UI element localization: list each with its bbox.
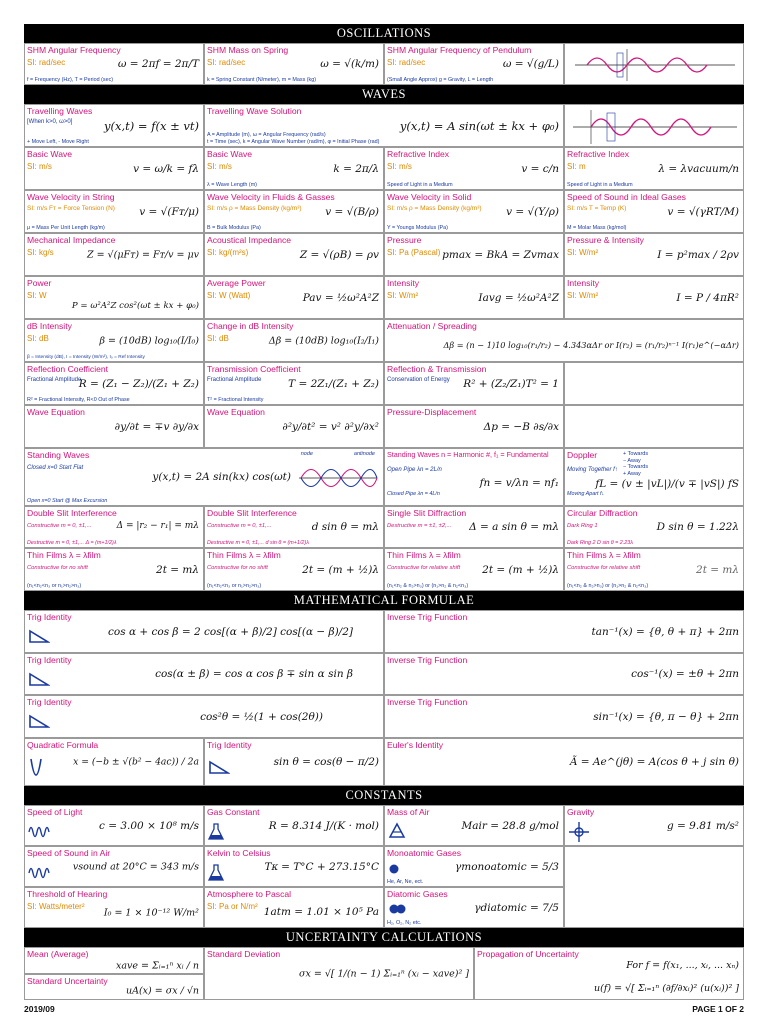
cell-note: (n₁<n₂<n₃ or n₁>n₂>n₃)	[27, 583, 82, 589]
cell-title: Mass of Air	[387, 807, 430, 817]
cell-formula: β = (10dB) log₁₀(I/I₀)	[99, 335, 199, 346]
cell-title: Refractive Index	[567, 149, 630, 159]
cell-title: dB Intensity	[27, 321, 72, 331]
cell-doppler	[564, 448, 744, 506]
cell-formula: tan⁻¹(x) = {θ, θ + π} + 2πn	[591, 625, 739, 638]
cell-formula: Δ = |r₂ − r₁| = mλ	[116, 521, 199, 532]
cell-formula: R = (Z₁ − Z₂)/(Z₁ + Z₂)	[78, 377, 199, 390]
cell-unit: SI: m/s	[387, 162, 412, 171]
cell-unit: SI: m/s ρ = Mass Density (kg/m³)	[207, 205, 302, 212]
cell-pendulum-frequency	[384, 43, 564, 85]
cell-basic-wave-number	[204, 147, 384, 190]
cell-travelling-wave-solution	[204, 104, 564, 147]
cell-wave-velocity-fluids	[204, 190, 384, 233]
cell-attenuation-spreading	[384, 319, 744, 362]
cell-title: Refractive Index	[387, 149, 450, 159]
cell-inverse-tan	[384, 610, 744, 653]
cell-travelling-waves	[24, 104, 204, 147]
cell-formula: γmonoatomic = 5/3	[454, 860, 559, 873]
cell-title: Attenuation / Spreading	[387, 321, 477, 331]
cell-title: Pressure & Intensity	[567, 235, 644, 245]
footer-page-number: PAGE 1 OF 2	[692, 1004, 744, 1014]
cell-formula: I = P / 4πR²	[676, 291, 739, 304]
cell-title: Reflection Coefficient	[27, 364, 109, 374]
cell-pressure-intensity	[564, 233, 744, 276]
section-band-math: MATHEMATICAL FORMULAE	[24, 591, 744, 610]
cell-unit: SI: m/s Fᴛ = Force Tension (N)	[27, 205, 115, 212]
legend-item: + Away	[623, 470, 641, 477]
legend-item: + Towards	[623, 451, 649, 457]
cell-formula: Ã = Ae^(jθ) = A(cos θ + j sin θ)	[569, 756, 739, 768]
cell-unit: Closed x=0 Start Flat	[27, 465, 84, 471]
cell-formula: vsound at 20°C = 343 m/s	[72, 861, 199, 872]
cell-note: Moving Apart f↓	[567, 491, 605, 497]
cell-formula: ω = √(g/L)	[502, 58, 559, 70]
sine-wave-icon	[28, 822, 50, 842]
cell-unit: SI: rad/sec	[27, 58, 66, 67]
cell-formula: 1atm = 1.01 × 10⁵ Pa	[263, 906, 379, 919]
cell-trig-cos-squared	[24, 695, 384, 738]
cell-wave-equation-first	[24, 405, 204, 448]
cell-note: M = Molar Mass (kg/mol)	[567, 225, 627, 231]
cell-inverse-sin	[384, 695, 744, 738]
cell-wave-equation-second	[204, 405, 384, 448]
cell-thin-films-no-shift-a	[24, 548, 204, 591]
cell-standard-uncertainty	[24, 974, 204, 1000]
cell-unit: SI: W/m²	[387, 291, 419, 300]
cell-note: Closed Pipe λn = 4L/n	[387, 491, 440, 497]
cell-note: B = Bulk Modulus (Pa)	[207, 225, 261, 231]
cell-unit: SI: m/s	[207, 162, 232, 171]
cell-formula: g = 9.81 m/s²	[666, 819, 739, 832]
cell-empty	[564, 362, 744, 405]
cell-note: β = Intensity (dB), I = Intensity (W/m²), I₀ = Ref Intensity	[27, 355, 145, 360]
section-band-uncertainty: UNCERTAINTY CALCULATIONS	[24, 928, 744, 947]
cell-title: Single Slit Diffraction	[387, 508, 467, 518]
cell-title: Gas Constant	[207, 807, 260, 817]
cell-refractive-index-wavelength	[564, 147, 744, 190]
cell-unit: Destructive m = ±1, ±2,...	[387, 523, 452, 529]
cell-formula: d sin θ = mλ	[311, 521, 379, 533]
cell-formula: pmax = BkA = Zvmax	[442, 248, 559, 261]
cell-mechanical-impedance	[24, 233, 204, 276]
cell-thin-films-shift-a	[384, 548, 564, 591]
cell-title: Reflection & Transmission	[387, 364, 487, 374]
cell-formula: ω = √(k/m)	[320, 58, 379, 70]
travelling-wave-icon	[567, 106, 743, 147]
cell-title: Change in dB Intensity	[207, 321, 294, 331]
cell-propagation-of-uncertainty	[474, 947, 744, 1000]
cell-title: Standing Waves	[27, 450, 90, 460]
cell-title: Pressure-Displacement	[387, 407, 477, 417]
cell-unit: SI: W/m²	[567, 248, 599, 257]
cell-note: H₂, O₂, N₂ etc.	[387, 920, 422, 926]
cell-title: Thin Films λ = λfilm	[207, 550, 281, 560]
cell-note: Destructive m = 0, ±1,... d sin θ = (m+1/2)λ	[207, 540, 309, 546]
cell-intensity-radius	[564, 276, 744, 319]
cell-formula: Iavg = ½ω²A²Z	[478, 291, 559, 304]
scale-icon	[388, 822, 406, 840]
cell-formula: Δβ = (10dB) log₁₀(I₂/I₁)	[268, 335, 379, 346]
cell-unit: SI: kg/(m²s)	[207, 248, 249, 257]
cell-empty	[564, 405, 744, 448]
cell-note: Speed of Light in a Medium	[387, 182, 453, 188]
cell-title: Wave Equation	[207, 407, 265, 417]
cell-formula: ∂²y/∂t² = v² ∂²y/∂x²	[282, 420, 379, 433]
cell-title: Intensity	[387, 278, 420, 288]
cell-formula: I = p²max / 2ρv	[657, 248, 739, 261]
cell-note: Open x=0 Start @ Max Excursion	[27, 498, 108, 504]
cell-unit: [When k>0, ω>0]	[27, 119, 73, 125]
cell-mean-average	[24, 947, 204, 974]
cell-note: A = Amplitude (m), ω = Angular Frequency (rad/s)	[207, 132, 326, 138]
cell-formula-2: u(f) = √[ Σᵢ₌₁ⁿ (∂f/∂xᵢ)² (u(xᵢ))² ]	[594, 983, 739, 994]
cell-formula: ω = 2πf = 2π/T	[117, 58, 199, 70]
section-band-oscillations: OSCILLATIONS	[24, 24, 744, 43]
cell-title: Basic Wave	[207, 149, 253, 159]
cell-formula: D sin θ = 1.22λ	[656, 521, 739, 533]
triangle-icon	[28, 628, 50, 644]
cell-pressure	[384, 233, 564, 276]
cell-note: He, Ar, Ne, ect.	[387, 879, 424, 885]
cell-title: Speed of Light	[27, 807, 83, 817]
cell-acoustical-impedance	[204, 233, 384, 276]
cell-title: Pressure	[387, 235, 422, 245]
cell-title: Euler's Identity	[387, 740, 444, 750]
cell-title: Monoatomic Gases	[387, 848, 462, 858]
cell-formula: sin θ = cos(θ − π/2)	[273, 756, 379, 768]
cell-note: f = Frequency (Hz), T = Period (sec)	[27, 77, 114, 83]
cell-unit: SI: m	[567, 162, 586, 171]
cell-unit: SI: m/s	[27, 162, 52, 171]
cell-title: Kelvin to Celsius	[207, 848, 271, 858]
triangle-icon	[28, 713, 50, 729]
cell-title: Inverse Trig Function	[387, 697, 468, 707]
cell-title: Speed of Sound in Ideal Gases	[567, 192, 686, 202]
node-label: node	[300, 451, 313, 457]
cell-mass-of-air	[384, 805, 564, 846]
cell-note: T² = Fractional Intensity	[207, 397, 264, 403]
cell-title: Average Power	[207, 278, 266, 288]
cell-pressure-displacement	[384, 405, 564, 448]
cell-unit: SI: Pa (Pascal)	[387, 248, 441, 257]
cell-title: Wave Velocity in String	[27, 192, 115, 202]
cell-note: (n₁<n₂<n₃ or n₁>n₂>n₃)	[207, 583, 262, 589]
cell-formula: cos α + cos β = 2 cos[(α + β)/2] cos[(α − β)/2]	[108, 625, 353, 638]
cell-title: Speed of Sound in Air	[27, 848, 111, 858]
cell-formula: v = ω/k = fλ	[133, 162, 199, 175]
cell-title: Standard Uncertainty	[27, 976, 108, 986]
cell-formula: γdiatomic = 7/5	[474, 901, 559, 914]
cell-unit: SI: W	[27, 291, 47, 300]
cell-formula: cos(α ± β) = cos α cos β ∓ sin α sin β	[155, 668, 353, 680]
cell-formula: Tᴋ = T°C + 273.15°C	[264, 860, 379, 873]
cell-title: Atmosphere to Pascal	[207, 889, 292, 899]
cell-unit: SI: Watts/meter²	[27, 902, 85, 911]
cell-thin-films-shift-b	[564, 548, 744, 591]
cell-wave-velocity-solid	[384, 190, 564, 233]
cell-unit: SI: dB	[207, 334, 229, 343]
cell-formula: xave = Σᵢ₌₁ⁿ xᵢ / n	[116, 960, 199, 971]
cell-formula: v = √(B/ρ)	[325, 205, 379, 218]
cell-oscillation-graph	[564, 43, 744, 85]
cell-formula: x = (−b ± √(b² − 4ac)) / 2a	[73, 756, 199, 768]
cell-formula: y(x,t) = 2A sin(kx) cos(ωt)	[152, 471, 291, 483]
legend-item: − Towards	[623, 464, 649, 470]
cell-diatomic-gases	[384, 887, 564, 928]
parabola-icon	[28, 757, 44, 779]
cell-formula: 2t = mλ	[156, 563, 199, 576]
crosshair-icon	[568, 821, 590, 843]
cell-title: Trig Identity	[207, 740, 252, 750]
cell-title: Basic Wave	[27, 149, 73, 159]
cell-reflection-transmission	[384, 362, 564, 405]
cell-unit: Conservation of Energy	[387, 377, 450, 383]
doppler-sign-legend	[623, 451, 648, 477]
cell-formula: v = √(Fᴛ/μ)	[139, 205, 199, 218]
cell-speed-of-light	[24, 805, 204, 846]
cell-inverse-cos	[384, 653, 744, 695]
triangle-icon	[208, 759, 230, 775]
cell-formula: ∂y/∂t = ∓v ∂y/∂x	[114, 420, 199, 433]
standing-wave-icon	[297, 453, 379, 503]
cell-trig-angle-sum	[24, 653, 384, 695]
cell-standard-deviation	[204, 947, 474, 1000]
formula-sheet	[24, 24, 744, 1000]
cell-single-slit	[384, 506, 564, 548]
cell-formula: σx = √[ 1/(n − 1) Σᵢ₌₁ⁿ (xᵢ − xave)² ]	[298, 968, 469, 979]
cell-formula: R = 8.314 J/(K · mol)	[268, 819, 379, 832]
flask-icon	[208, 823, 224, 841]
cell-power	[24, 276, 204, 319]
molecule-icon	[388, 863, 400, 875]
cell-refractive-index-speed	[384, 147, 564, 190]
flask-icon	[208, 864, 224, 882]
cell-threshold-of-hearing	[24, 887, 204, 928]
cell-shm-mass-on-spring	[204, 43, 384, 85]
cell-standing-waves-pipes	[384, 448, 564, 506]
triangle-icon	[28, 671, 50, 687]
cell-change-db-intensity	[204, 319, 384, 362]
cell-double-slit-angle	[204, 506, 384, 548]
cell-formula: cos⁻¹(x) = ±θ + 2πn	[631, 668, 739, 680]
cell-formula: Z = √(μFᴛ) = Fᴛ/v = μv	[86, 249, 199, 260]
cell-formula: P = ω²A²Z cos²(ωt ± kx + φ₀)	[71, 300, 199, 311]
antinode-label: antinode	[353, 451, 375, 457]
cell-unit: Constructive for no shift	[27, 565, 88, 571]
cell-unit: SI: dB	[27, 334, 49, 343]
cell-circular-diffraction	[564, 506, 744, 548]
cell-title: Double Slit Interference	[207, 508, 297, 518]
cell-formula: y(x,t) = f(x ± vt)	[104, 118, 199, 133]
cell-title: Trig Identity	[27, 697, 72, 707]
cell-unit: SI: Pa or N/m²	[207, 902, 258, 911]
cell-formula: T = 2Z₁/(Z₁ + Z₂)	[288, 377, 379, 390]
cell-unit: Fractional Amplitude	[207, 377, 262, 383]
cell-formula: Mair = 28.8 g/mol	[461, 819, 559, 832]
cell-title: Thin Films λ = λfilm	[567, 550, 641, 560]
oscillation-wave-icon	[567, 45, 743, 85]
cell-title: Threshold of Hearing	[27, 889, 108, 899]
cell-title: Mechanical Impedance	[27, 235, 116, 245]
cell-unit: Constructive for relative shift	[387, 565, 461, 571]
cell-basic-wave-velocity	[24, 147, 204, 190]
cell-formula: 2t = (m + ½)λ	[482, 563, 559, 576]
cell-title: Propagation of Uncertainty	[477, 949, 579, 959]
cell-speed-sound-gas	[564, 190, 744, 233]
cell-formula: I₀ = 1 × 10⁻¹² W/m²	[103, 907, 199, 919]
cell-note: (n₁<n₂ & n₂>n₃) or (n₁>n₂ & n₂<n₃)	[567, 583, 649, 589]
footer-date: 2019/09	[24, 1004, 55, 1014]
cell-title: SHM Angular Frequency	[27, 45, 121, 55]
cell-title: Wave Velocity in Solid	[387, 192, 472, 202]
cell-formula: fL = (v ± |vL|)/(v ∓ |vS|) fS	[595, 477, 739, 490]
cell-title: Travelling Waves	[27, 106, 93, 116]
cell-unit: Open Pipe λn = 2L/n	[387, 467, 442, 473]
cell-title: SHM Mass on Spring	[207, 45, 289, 55]
cell-title: Power	[27, 278, 52, 288]
cell-title: Acoustical Impedance	[207, 235, 292, 245]
cell-quadratic-formula	[24, 738, 204, 786]
cell-formula: 2t = (m + ½)λ	[302, 563, 379, 576]
cell-formula: Δ = a sin θ = mλ	[469, 521, 559, 533]
cell-shm-angular-frequency	[24, 43, 204, 85]
cell-title: Thin Films λ = λfilm	[387, 550, 461, 560]
cell-formula: Δβ = (n − 1)10 log₁₀(r₁/r₂) − 4.343αΔr or I(r₂) = (r₁/r₂)ⁿ⁻¹ I(r₁)e^(−αΔr)	[443, 340, 739, 351]
cell-note: k = Spring Constant (N/meter), m = Mass (kg)	[207, 77, 317, 83]
cell-atmosphere-to-pascal	[204, 887, 384, 928]
sine-wave-icon	[28, 863, 50, 883]
cell-title: Quadratic Formula	[27, 740, 99, 750]
cell-note: (n₁<n₂ & n₂>n₃) or (n₁>n₂ & n₂<n₃)	[387, 583, 469, 589]
cell-db-intensity	[24, 319, 204, 362]
cell-note: Y = Youngs Modulus (Pa)	[387, 225, 448, 231]
cell-formula: Δp = −B ∂s/∂x	[483, 420, 559, 433]
cell-formula: Pav = ½ω²A²Z	[302, 291, 379, 304]
cell-unit: SI: rad/sec	[207, 58, 246, 67]
cell-unit: Constructive m = 0, ±1,...	[207, 523, 272, 529]
cell-formula: λ = λvacuum/n	[658, 162, 739, 175]
cell-trig-sum-identity	[24, 610, 384, 653]
cell-note: R² = Fractional Intensity, R<0 Out of Phase	[27, 397, 130, 403]
cell-title: Doppler	[567, 450, 598, 460]
cell-formula: v = c/n	[521, 162, 559, 175]
cell-unit: SI: kg/s	[27, 248, 54, 257]
cell-title: Intensity	[567, 278, 600, 288]
cell-wave-diagram	[564, 104, 744, 147]
cell-unit: Fractional Amplitude	[27, 377, 82, 383]
molecule-icon	[388, 903, 408, 915]
cell-title: Mean (Average)	[27, 949, 89, 959]
cell-note: μ = Mass Per Unit Length (kg/m)	[27, 225, 105, 231]
cell-standing-waves	[24, 448, 384, 506]
cell-thin-films-no-shift-b	[204, 548, 384, 591]
cell-reflection-coefficient	[24, 362, 204, 405]
cell-unit: SI: W/m²	[567, 291, 599, 300]
cell-formula: fn = v/λn = nf₁	[479, 476, 559, 489]
cell-unit: SI: m/s ρ = Mass Density (kg/m³)	[387, 205, 482, 212]
cell-double-slit-path	[24, 506, 204, 548]
cell-eulers-identity	[384, 738, 744, 786]
cell-gravity	[564, 805, 744, 846]
cell-note: Speed of Light in a Medium	[567, 182, 633, 188]
cell-unit: Constructive for no shift	[207, 565, 268, 571]
section-band-constants: CONSTANTS	[24, 786, 744, 805]
cell-unit: Constructive for relative shift	[567, 565, 641, 571]
cell-title: Trig Identity	[27, 655, 72, 665]
cell-title: Thin Films λ = λfilm	[27, 550, 101, 560]
cell-formula: Z = √(ρB) = ρv	[299, 248, 379, 261]
cell-trig-phase-shift	[204, 738, 384, 786]
cell-unit: SI: rad/sec	[387, 58, 426, 67]
cell-title: Double Slit Interference	[27, 508, 117, 518]
cell-unit: Constructive m = 0, ±1,...	[27, 523, 92, 529]
cell-monoatomic-gases	[384, 846, 564, 887]
cell-title: Standard Deviation	[207, 949, 281, 959]
cell-title: Wave Equation	[27, 407, 85, 417]
cell-formula: For f = f(x₁, ..., xᵢ, ... xₙ)	[626, 960, 739, 971]
cell-gas-constant	[204, 805, 384, 846]
cell-title: Inverse Trig Function	[387, 612, 468, 622]
cell-unit: Dark Ring 1	[567, 523, 598, 529]
cell-note: λ = Wave Length (m)	[207, 182, 257, 188]
cell-title: Travelling Wave Solution	[207, 106, 302, 116]
cell-formula: c = 3.00 × 10⁸ m/s	[99, 819, 199, 832]
cell-unit: SI: W (Watt)	[207, 291, 251, 300]
cell-formula: v = √(Y/ρ)	[506, 205, 559, 218]
cell-average-power	[204, 276, 384, 319]
cell-speed-of-sound-air	[24, 846, 204, 887]
cell-formula: y(x,t) = A sin(ωt ± kx + φ₀)	[399, 118, 559, 133]
cell-note: + Move Left, - Move Right	[27, 139, 89, 145]
legend-item: − Away	[623, 457, 641, 464]
cell-title: Wave Velocity in Fluids & Gasses	[207, 192, 335, 202]
cell-note: Dark Ring 2 D sin θ = 2.23λ	[567, 540, 633, 546]
cell-title: Gravity	[567, 807, 595, 817]
cell-formula: R² + (Z₂/Z₁)T² = 1	[463, 377, 559, 390]
cell-title: Inverse Trig Function	[387, 655, 468, 665]
cell-title: Trig Identity	[27, 612, 72, 622]
cell-intensity-average	[384, 276, 564, 319]
cell-formula: uA(x) = σx / √n	[125, 985, 199, 997]
cell-formula: 2t = mλ	[696, 563, 739, 576]
cell-formula: v = √(γRT/M)	[667, 205, 739, 218]
cell-note: Destructive m = 0, ±1,... Δ = (m+1/2)λ	[27, 540, 117, 546]
cell-title: Circular Diffraction	[567, 508, 638, 518]
cell-empty	[564, 846, 744, 928]
cell-kelvin-to-celsius	[204, 846, 384, 887]
cell-transmission-coefficient	[204, 362, 384, 405]
cell-title: Standing Waves n = Harmonic #, f₁ = Fundamental	[387, 450, 549, 459]
section-band-waves: WAVES	[24, 85, 744, 104]
cell-unit: SI: m/s T = Temp (K)	[567, 205, 627, 212]
cell-note: (Small Angle Approx) g = Gravity, L = Length	[387, 77, 494, 83]
cell-wave-velocity-string	[24, 190, 204, 233]
cell-title: SHM Angular Frequency of Pendulum	[387, 45, 532, 55]
cell-formula: cos²θ = ½(1 + cos(2θ))	[200, 710, 323, 723]
cell-note-2: t = Time (sec), k = Angular Wave Number (rad/m), φ = Initial Phase (rad)	[207, 139, 380, 145]
cell-title: Transmission Coefficient	[207, 364, 301, 374]
cell-formula: sin⁻¹(x) = {θ, π − θ} + 2πn	[593, 710, 739, 723]
cell-unit: Moving Together f↑	[567, 467, 618, 473]
cell-title: Diatomic Gases	[387, 889, 448, 899]
cell-formula: k = 2π/λ	[333, 162, 379, 175]
